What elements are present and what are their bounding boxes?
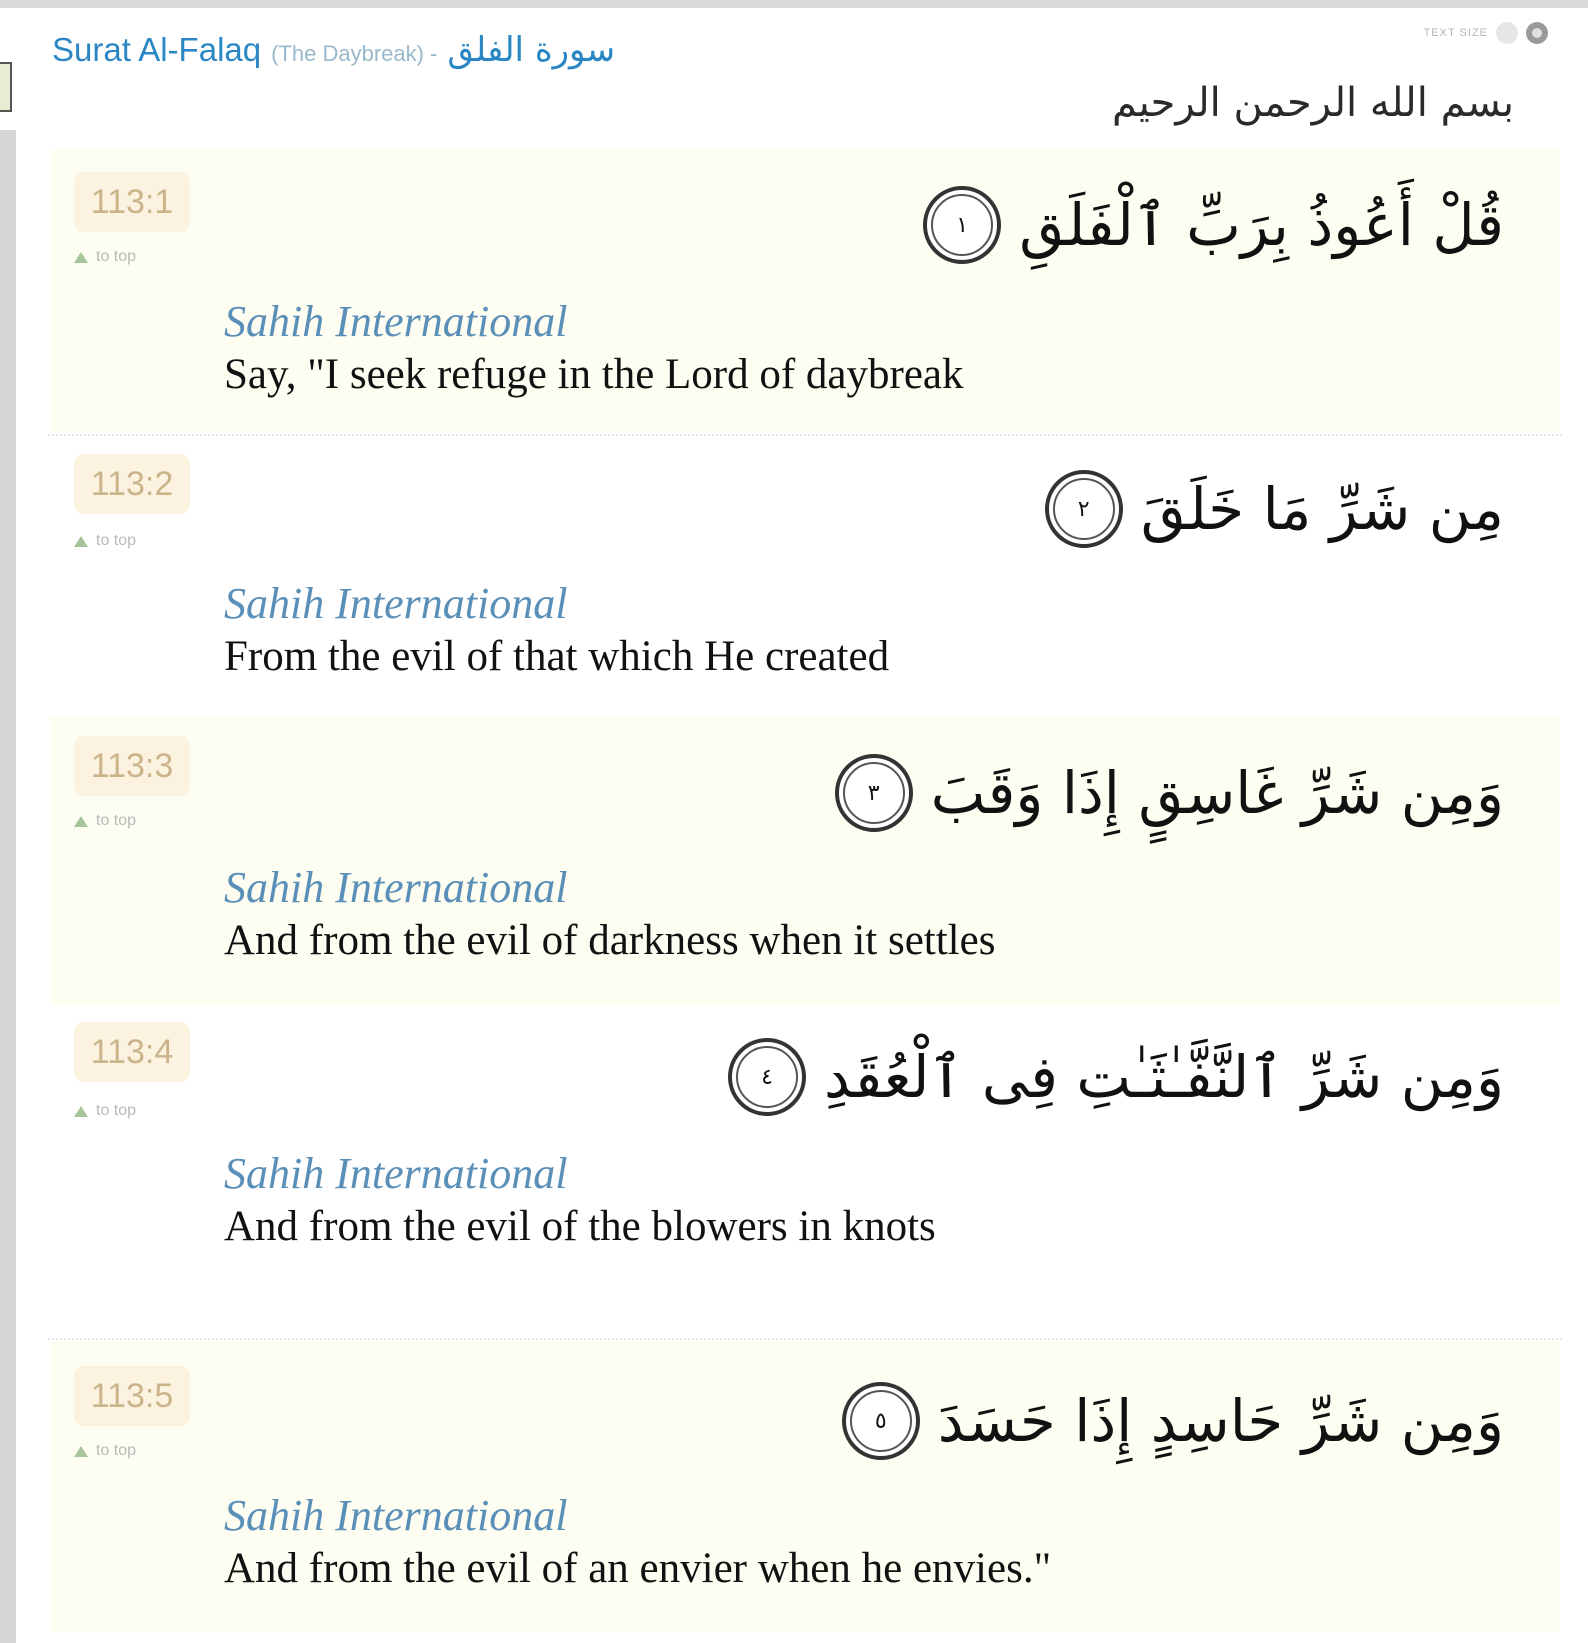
arrow-up-icon — [74, 536, 88, 547]
decrease-size-icon[interactable] — [1496, 22, 1518, 44]
ayah-arabic — [923, 186, 1504, 264]
translation-text: And from the evil of the blowers in knots — [224, 1203, 936, 1250]
ayah-arabic-text: وَمِن شَرِّ حَاسِدٍ إِذَا حَسَدَ — [937, 1387, 1504, 1455]
divider — [48, 1338, 1562, 1340]
sura-subtitle: (The Daybreak) - — [271, 41, 438, 66]
scrollbar-track[interactable] — [0, 130, 16, 1643]
ayah-number: ٤ — [761, 1064, 773, 1090]
ayah-reference-link[interactable]: 113:1 — [74, 172, 190, 232]
ayah-reference-link[interactable]: 113:4 — [74, 1022, 190, 1082]
ayah-number: ٥ — [874, 1408, 887, 1434]
ayah-arabic-text: وَمِن شَرِّ ٱلنَّفَّـٰثَـٰتِ فِى ٱلْعُقَدِ — [824, 1043, 1504, 1111]
to-top-link[interactable] — [74, 812, 136, 830]
ayah-reference-link[interactable]: 113:3 — [74, 736, 190, 796]
arrow-up-icon — [74, 1446, 88, 1457]
sidebar-handle[interactable] — [0, 62, 12, 112]
increase-size-icon[interactable] — [1526, 22, 1548, 44]
ayah-end-marker-icon — [728, 1038, 806, 1116]
to-top-label: to top — [96, 1442, 137, 1459]
translation-text: Say, "I seek refuge in the Lord of daybreak — [224, 351, 964, 398]
ayah-end-marker-icon — [835, 754, 913, 832]
ayah-number: ١ — [956, 212, 969, 238]
translation-name: Sahih International — [224, 863, 568, 912]
to-top-link[interactable] — [74, 1102, 136, 1120]
ayah-arabic — [842, 1382, 1504, 1460]
sura-title: Surat Al-Falaq — [52, 31, 262, 68]
ayah-block — [50, 150, 1560, 432]
translation-text: And from the evil of darkness when it settles — [224, 917, 996, 964]
text-size-controls — [1424, 22, 1548, 44]
to-top-label: to top — [96, 812, 137, 829]
basmala: بسم الله الرحمن الرحيم — [1111, 80, 1514, 126]
sura-header — [52, 30, 615, 70]
ayah-arabic — [728, 1038, 1504, 1116]
ayah-reference-link[interactable]: 113:2 — [74, 454, 190, 514]
divider — [48, 434, 1562, 436]
translation-name: Sahih International — [224, 297, 568, 346]
to-top-link[interactable] — [74, 1442, 136, 1460]
arrow-up-icon — [74, 816, 88, 827]
to-top-label: to top — [96, 1102, 137, 1119]
translation-text: From the evil of that which He created — [224, 633, 890, 680]
translation-name: Sahih International — [224, 579, 568, 628]
ayah-arabic — [1045, 470, 1504, 548]
ayah-block — [50, 1008, 1560, 1334]
text-size-label: TEXT SIZE — [1423, 27, 1488, 39]
arrow-up-icon — [74, 252, 88, 263]
translation-name: Sahih International — [224, 1149, 568, 1198]
to-top-link[interactable] — [74, 248, 136, 266]
translation-text: And from the evil of an envier when he envies." — [224, 1545, 1052, 1592]
ayah-arabic-text: قُلْ أَعُوذُ بِرَبِّ ٱلْفَلَقِ — [1019, 191, 1504, 259]
ayah-end-marker-icon — [923, 186, 1001, 264]
top-border — [0, 0, 1588, 8]
ayah-end-marker-icon — [1045, 470, 1123, 548]
translation-name: Sahih International — [224, 1491, 568, 1540]
ayah-number: ٢ — [1077, 496, 1090, 522]
to-top-link[interactable] — [74, 532, 136, 550]
sura-title-arabic: سورة الفلق — [447, 30, 616, 70]
ayah-arabic-text: مِن شَرِّ مَا خَلَقَ — [1140, 475, 1504, 543]
ayah-arabic-text: وَمِن شَرِّ غَاسِقٍ إِذَا وَقَبَ — [930, 759, 1504, 827]
ayah-arabic — [835, 754, 1504, 832]
to-top-label: to top — [96, 532, 137, 549]
ayah-block — [50, 1342, 1560, 1632]
ayah-number: ٣ — [867, 780, 880, 806]
to-top-label: to top — [96, 248, 137, 265]
ayah-block — [50, 716, 1560, 1006]
ayah-block — [50, 438, 1560, 714]
ayah-reference-link[interactable]: 113:5 — [74, 1366, 190, 1426]
ayah-end-marker-icon — [842, 1382, 920, 1460]
arrow-up-icon — [74, 1106, 88, 1117]
